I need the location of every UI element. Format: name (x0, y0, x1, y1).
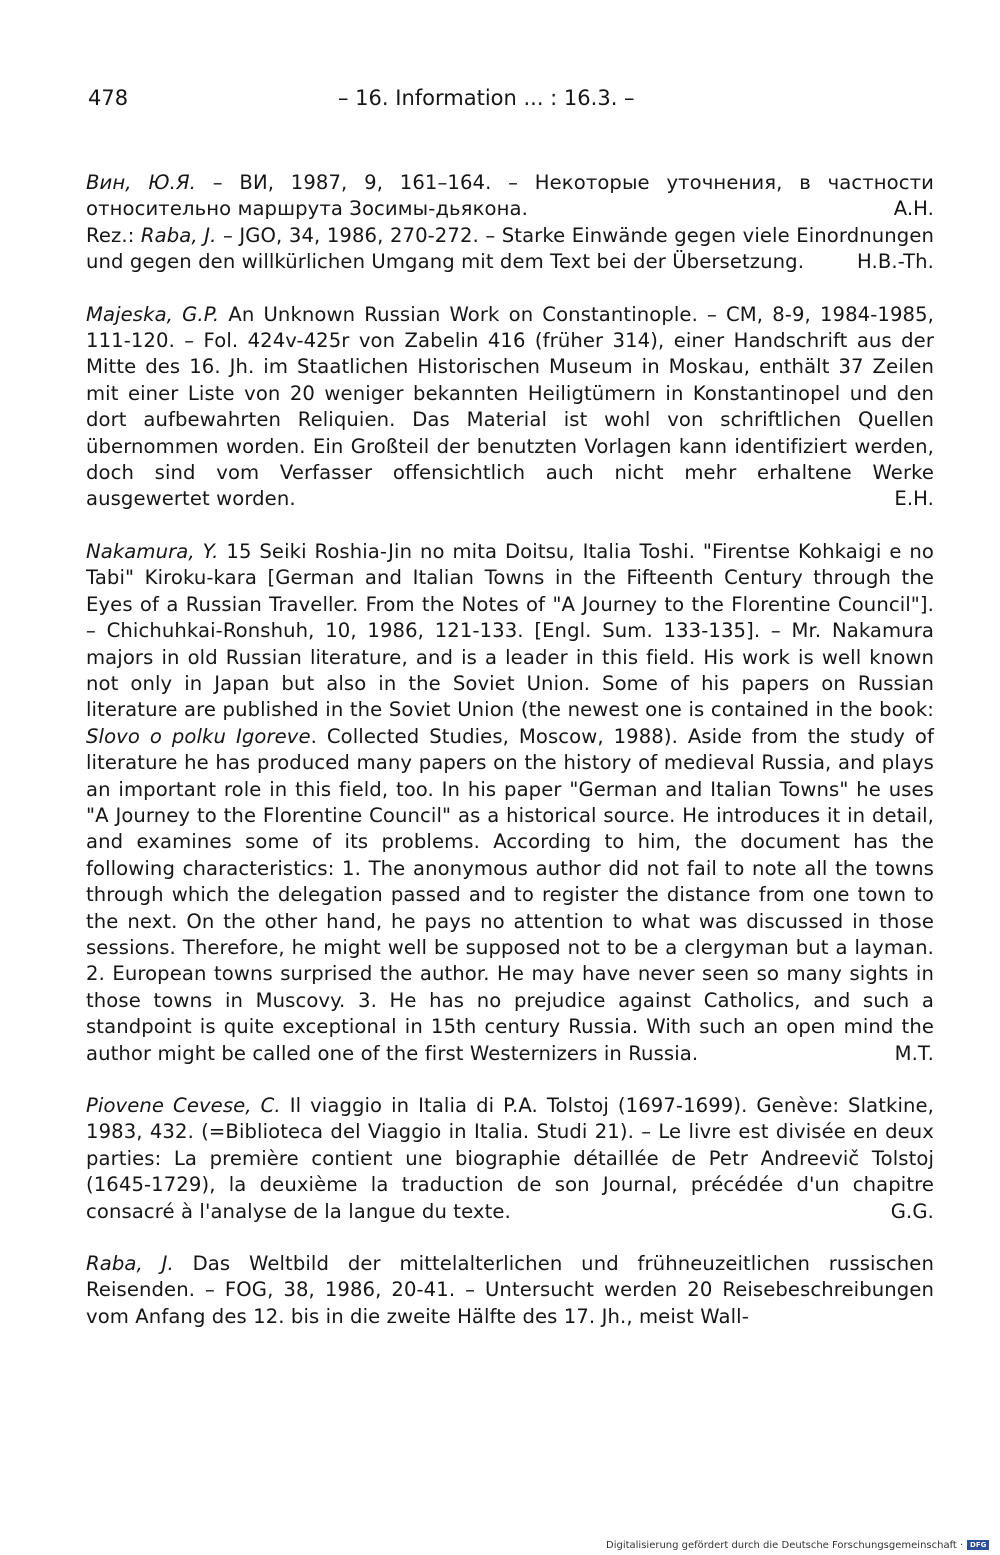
entry-author: Piovene Cevese, C. (86, 1094, 281, 1117)
entry-text: Das Weltbild der mittelalterlichen und frühneuzeitlichen russischen Reisenden. – FOG, 38, 1986, 20-41. – Untersucht werden 20 Reisebeschreibungen vom Anfang des 12. bis in die zweite Hälfte des 17. Jh., meist Wall- (86, 1252, 934, 1328)
bibliography-entry-raba (86, 1251, 934, 1330)
page-header (88, 86, 928, 116)
review-initials: H.B.-Th. (857, 250, 934, 274)
entry-text: – ВИ, 1987, 9, 161–164. – Некоторые уточнения, в частности относительно маршрута Зосимы-дьякона. (86, 171, 934, 221)
entry-initials: G.G. (890, 1199, 934, 1223)
running-title: – 16. Information ... : 16.3. – (338, 86, 635, 110)
bibliography-entry-nakamura (86, 539, 934, 1067)
bibliography-entry-majeska (86, 302, 934, 513)
dfg-logo-icon: DFG (967, 1540, 989, 1550)
bibliography-entry-piovene (86, 1093, 934, 1225)
review-author: Raba, J. (140, 223, 217, 247)
entry-author: Raba, J. (86, 1252, 174, 1276)
entry-text: Il viaggio in Italia di P.A. Tolstoj (1697-1699). Genève: Slatkine, 1983, 432. (=Biblioteca del Viaggio in Italia. Studi 21). – Le livre est divisée en deux parties: La première contient une biographie détaillée de Petr Andreevič Tolstoj (1645-1729), la deuxième la traduction de son Journal, précédée d'un chapitre consacré à l'analyse de la langue du texte. (86, 1094, 934, 1223)
review-prefix: Rez.: (86, 223, 141, 247)
entry-author: Вин, Ю.Я. (86, 171, 196, 194)
entry-initials: M.T. (894, 1041, 934, 1065)
review-text: – JGO, 34, 1986, 270-272. – Starke Einwände gegen viele Einordnungen und gegen den willkürlichen Umgang mit dem Text bei der Übersetzung. (86, 223, 934, 274)
credit-text: Digitalisierung gefördert durch die Deutsche Forschungsgemeinschaft · (606, 1540, 964, 1551)
entry-text: An Unknown Russian Work on Constantinople. – CM, 8-9, 1984-1985, 111-120. – Fol. 424v-425r von Zabelin 416 (früher 314), einer Handschrift aus der Mitte des 16. Jh. im Staatlichen Historischen Museum in Moskau, enthält 37 Zeilen mit einer Liste von 20 weniger bekannten Heiligtümern in Konstantinopel und den dort aufbewahrten Reliquien. Das Material ist wohl von schriftlichen Quellen übernommen worden. Ein Großteil der benutzten Vorlagen kann identifiziert werden, doch sind vom Verfasser offensichtlich auch nicht mehr erhaltene Werke ausgewertet worden. (86, 302, 934, 511)
entry-initials: A.H. (893, 197, 934, 221)
bibliography-entry-vin (86, 170, 934, 276)
entry-author: Majeska, G.P. (86, 302, 220, 326)
page-number: 478 (88, 86, 129, 110)
book-title: Slovo o polku Igoreve (86, 724, 311, 748)
entry-author: Nakamura, Y. (86, 539, 219, 563)
entry-initials: E.H. (894, 487, 934, 511)
entry-text-continued: . Collected Studies, Moscow, 1988). Aside from the study of literature he has produced many papers on the history of medieval Russia, and plays an important role in this field, too. In his paper "German and Italian Towns" he uses "A Journey to the Florentine Council" as a historical source. He introduces it in detail, and examines some of its problems. According to him, the document has the following characteristics: 1. The anonymous author did not fail to note all the towns through which the delegation passed and to register the distance from one town to the next. On the other hand, he pays no attention to what was discussed in those sessions. Therefore, he might well be supposed not to be a clergyman but a layman. 2. European towns surprised the author. He may have never seen so many sights in those towns in Muscovy. 3. He has no prejudice against Catholics, and such a standpoint is quite exceptional in 15th century Russia. With such an open mind the author might be called one of the first Westernizers in Russia. (86, 724, 934, 1065)
digitization-credit (606, 1540, 989, 1551)
entry-text: 15 Seiki Roshia-Jin no mita Doitsu, Italia Toshi. "Firentse Kohkaigi e no Tabi" Kiroku-kara [German and Italian Towns in the Fifteenth Century through the Eyes of a Russian Traveller. From the Notes of "A Journey to the Florentine Council"]. – Chichuhkai-Ronshuh, 10, 1986, 121-133. [Engl. Sum. 133-135]. – Mr. Nakamura majors in old Russian literature, and is a leader in this field. His work is well known not only in Japan but also in the Soviet Union. Some of his papers on Russian literature are published in the Soviet Union (the newest one is contained in the book: (86, 539, 934, 722)
bibliography-body (86, 170, 934, 1356)
